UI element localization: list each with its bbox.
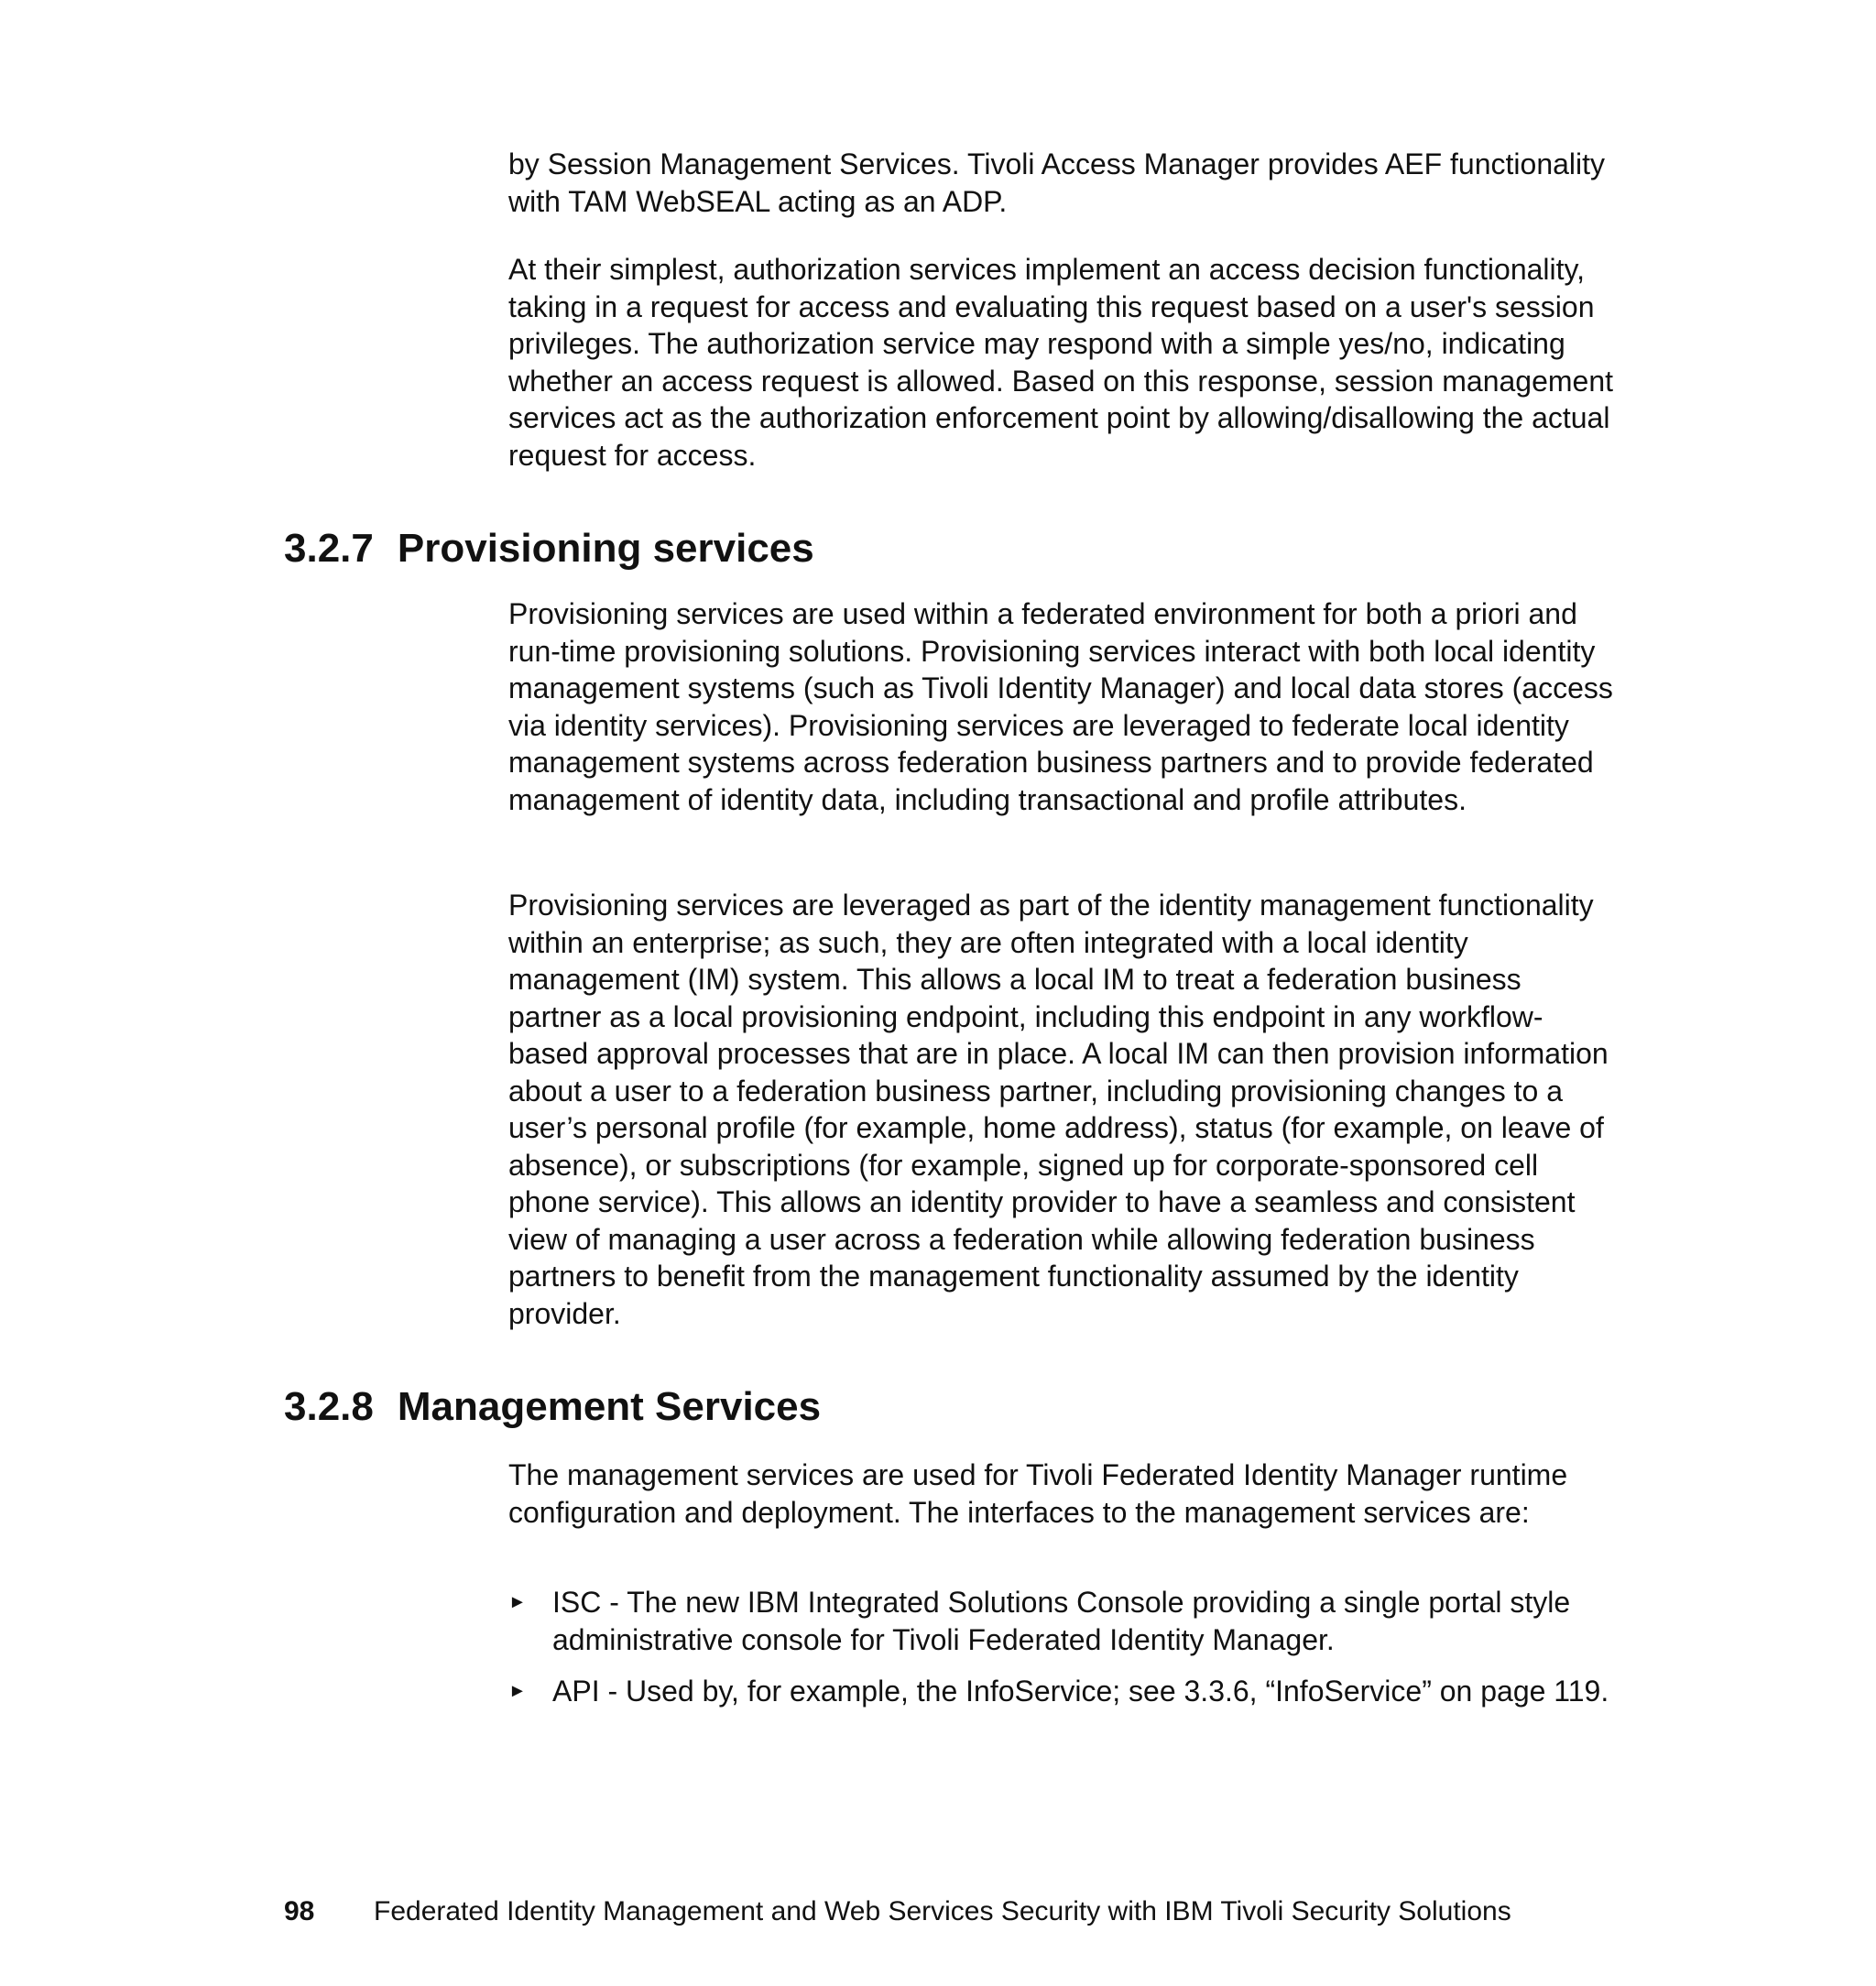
paragraph-provisioning-detail: Provisioning services are leveraged as part of the identity management functionality within an enterprise; as such, they are often integrated with a local identity management (IM) system. This allows a local IM to treat a federation business partner as a local provisioning endpoint, including this endpoint in any workflow-based approval processes that are in place. A local IM can then provision information about a user to a federation business partner, including provisioning changes to a user’s personal profile (for example, home address), status (for example, on leave of absence), or subscriptions (for example, signed up for corporate-sponsored cell phone service). This allows an identity provider to have a seamless and consistent view of managing a user across a federation while allowing federation business partners to benefit from the management functionality assumed by the identity provider.: [508, 889, 1609, 1330]
page-number: 98: [284, 1896, 315, 1926]
list-item-api: [508, 1673, 1621, 1710]
paragraph-provisioning-intro: Provisioning services are used within a federated environment for both a priori and run-time provisioning solutions. Provisioning services interact with both local identity management systems (such as Tivoli Identity Manager) and local data stores (access via identity services). Provisioning services are leveraged to federate local identity management systems across federation business partners and to provide federated management of identity data, including transactional and profile attributes.: [508, 597, 1613, 816]
bullet-term: ISC -: [552, 1586, 619, 1619]
interfaces-list: [508, 1584, 1621, 1725]
triangle-bullet-icon: ►: [508, 1681, 527, 1701]
paragraph-management-intro: The management services are used for Tivoli Federated Identity Manager runtime configuration and deployment. The interfaces to the management services are:: [508, 1458, 1568, 1529]
section-number: 3.2.8: [284, 1384, 374, 1429]
triangle-bullet-icon: ►: [508, 1592, 527, 1612]
page-footer: [284, 1896, 1511, 1927]
list-item-isc: [508, 1584, 1621, 1658]
bullet-text: Used by, for example, the InfoService; see 3.3.6, “InfoService” on page 119.: [626, 1675, 1609, 1708]
section-number: 3.2.7: [284, 526, 374, 571]
section-heading-provisioning: [284, 526, 814, 572]
section-heading-management: [284, 1384, 821, 1430]
bullet-text: The new IBM Integrated Solutions Console providing a single portal style administrative console for Tivoli Federated Identity Manager.: [552, 1586, 1571, 1656]
section-title: Management Services: [397, 1384, 822, 1429]
paragraph-continuation: by Session Management Services. Tivoli Access Manager provides AEF functionality with TAM WebSEAL acting as an ADP.: [508, 147, 1606, 218]
bullet-term: API -: [552, 1675, 618, 1708]
paragraph-authorization: At their simplest, authorization services implement an access decision functionality, taking in a request for access and evaluating this request based on a user's session privileges. The authorization service may respond with a simple yes/no, indicating whether an access request is allowed. Based on this response, session management services act as the authorization enforcement point by allowing/disallowing the actual request for access.: [508, 253, 1614, 472]
book-title: Federated Identity Management and Web Services Security with IBM Tivoli Security Solutions: [374, 1896, 1511, 1926]
section-title: Provisioning services: [397, 526, 814, 571]
